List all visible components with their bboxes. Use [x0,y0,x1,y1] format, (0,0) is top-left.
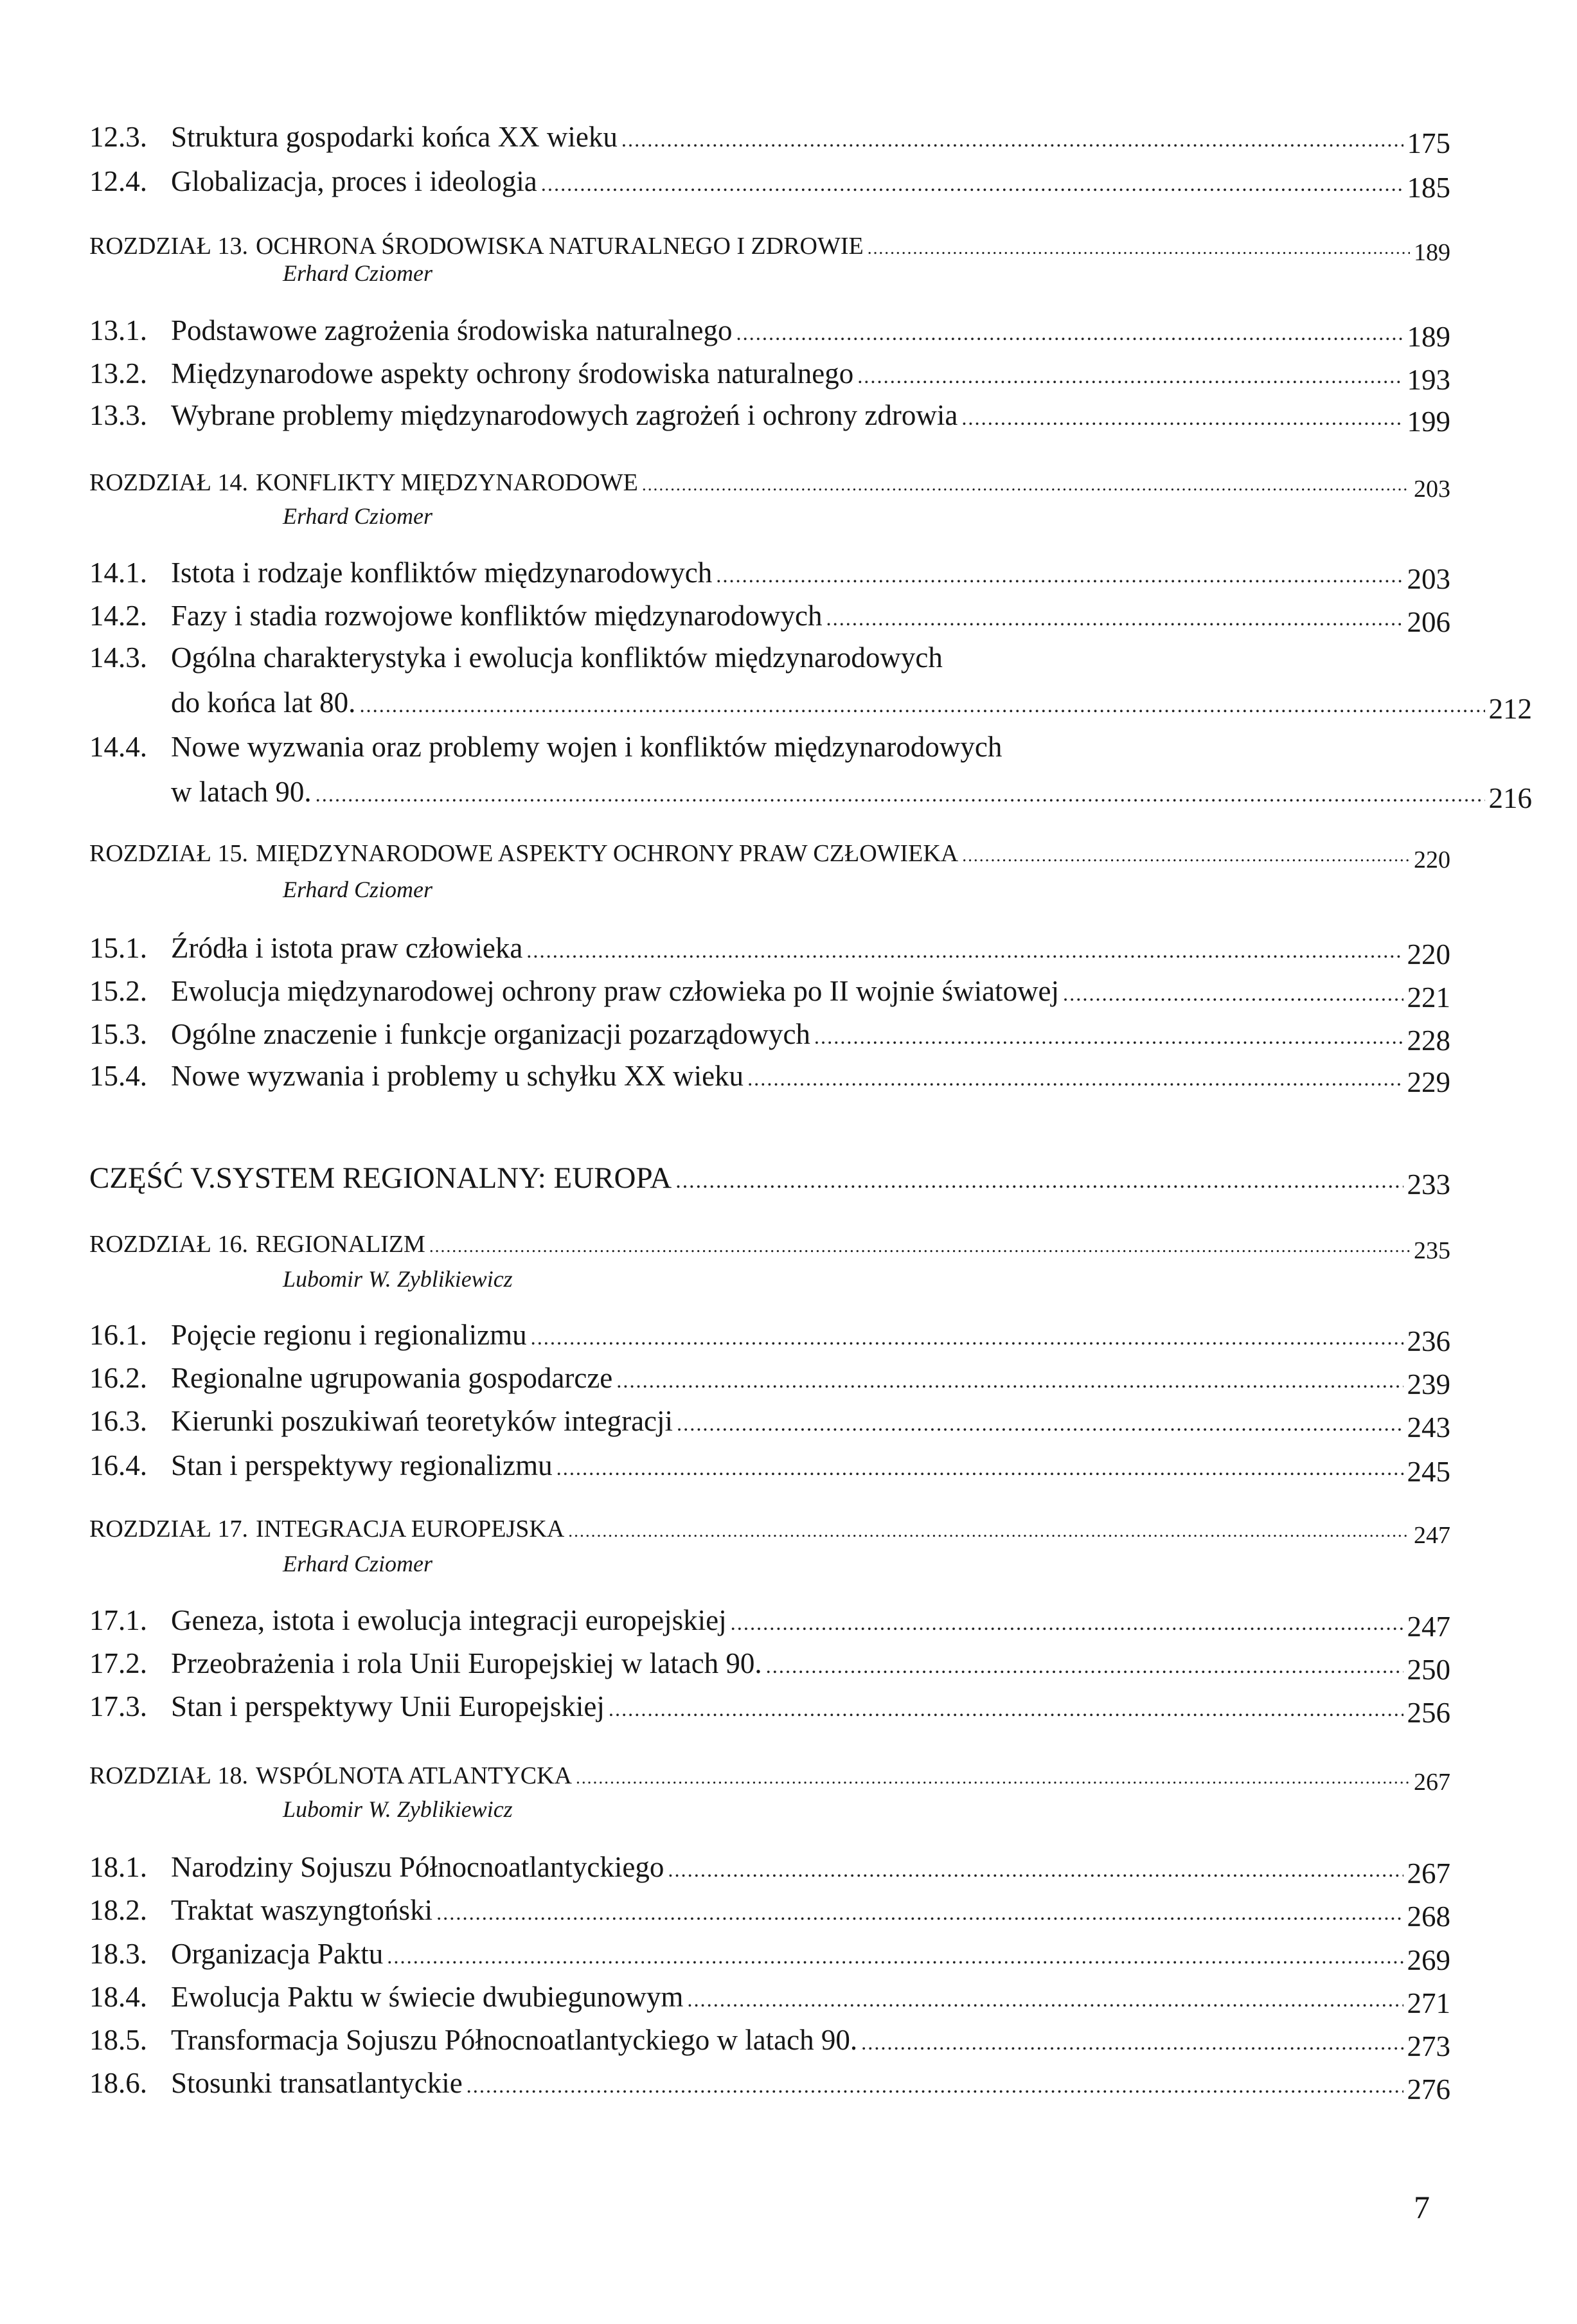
section-number: 17.1. [89,1604,147,1637]
toc-entry[interactable] [89,1604,1450,1643]
dot-leader [531,1328,1403,1348]
page-number: 7 [1414,2189,1430,2225]
author-name: Lubomir W. Zyblikiewicz [283,1266,513,1292]
chapter-label: ROZDZIAŁ 13. [89,232,248,260]
toc-entry[interactable] [89,1017,1450,1057]
page-ref: 271 [1407,1987,1450,2019]
section-number: 18.2. [89,1894,147,1927]
chapter-heading[interactable] [89,1231,1450,1265]
chapter-title: WSPÓLNOTA ATLANTYCKA [255,1762,572,1789]
page-ref: 273 [1407,2030,1450,2062]
author-name: Erhard Cziomer [283,1550,433,1577]
page-ref: 236 [1407,1325,1450,1357]
toc-entry[interactable] [89,1980,1450,2019]
dot-leader [621,130,1403,150]
dot-leader [766,1656,1403,1677]
dot-leader [668,1860,1403,1881]
section-title: Podstawowe zagrożenia środowiska naturalnego [171,314,733,346]
section-number: 15.1. [89,931,147,964]
page-ref: 239 [1407,1368,1450,1400]
dot-leader [568,1523,1410,1540]
chapter-author [283,1267,1577,1291]
section-number: 12.3. [89,121,147,153]
page-ref: 233 [1407,1168,1450,1201]
section-number: 14.4. [89,731,147,764]
chapter-author [283,262,1577,285]
page-ref: 247 [1407,1611,1450,1643]
section-title: Stan i perspektywy regionalizmu [171,1449,553,1482]
dot-leader [609,1699,1403,1720]
page-ref: 175 [1407,127,1450,159]
page-ref: 203 [1414,476,1450,503]
section-title: Międzynarodowe aspekty ochrony środowiska naturalnego [171,357,854,390]
toc-entry[interactable] [89,1690,1450,1730]
section-number: 14.3. [89,641,147,674]
section-number: 14.2. [89,600,147,632]
section-number: 13.2. [89,357,147,390]
toc-entry[interactable] [89,314,1450,353]
chapter-label: ROZDZIAŁ 14. [89,469,248,497]
section-number: 13.1. [89,314,147,346]
chapter-author [283,505,1577,528]
chapter-label: ROZDZIAŁ 15. [89,839,248,867]
section-title: Stosunki transatlantyckie [171,2067,463,2100]
page-ref: 269 [1407,1944,1450,1976]
page-ref: 206 [1407,606,1450,639]
toc-entry[interactable] [89,643,1450,672]
section-title: Stan i perspektywy Unii Europejskiej [171,1690,605,1723]
section-title-continued: do końca lat 80. [171,686,356,719]
chapter-label: CZĘŚĆ V. [89,1161,216,1195]
dot-leader [576,1769,1410,1787]
dot-leader [387,1947,1403,1967]
page-ref: 229 [1407,1066,1450,1098]
page-ref: 245 [1407,1456,1450,1488]
dot-leader [467,2076,1403,2096]
chapter-title: REGIONALIZM [255,1231,425,1258]
page-ref: 189 [1407,320,1450,353]
chapter-label: ROZDZIAŁ 16. [89,1231,248,1258]
section-number: 13.3. [89,398,147,431]
page-ref: 220 [1414,846,1450,873]
chapter-author [283,1552,1577,1575]
toc-entry[interactable] [89,2023,1450,2062]
toc-entry[interactable] [89,398,1450,438]
author-name: Lubomir W. Zyblikiewicz [283,1796,513,1822]
page-ref: 267 [1407,1857,1450,1890]
section-title: Ogólne znaczenie i funkcje organizacji pozarządowych [171,1017,810,1050]
page-ref: 212 [1488,692,1532,725]
page-ref: 228 [1407,1024,1450,1057]
chapter-title: MIĘDZYNARODOWE ASPEKTY OCHRONY PRAW CZŁOWIEKA [255,839,959,867]
toc-entry[interactable] [89,357,1450,397]
toc-entry[interactable] [89,121,1450,159]
toc-entry[interactable] [89,974,1450,1014]
section-title: Regionalne ugrupowania gospodarcze [171,1361,613,1394]
dot-leader [687,1990,1403,2010]
section-number: 15.2. [89,974,147,1007]
chapter-author [283,1798,1577,1821]
section-title: Nowe wyzwania oraz problemy wojen i konfliktów międzynarodowych [171,731,1002,764]
chapter-author [283,878,1577,901]
toc-entry[interactable] [89,931,1450,970]
dot-leader [747,1069,1403,1089]
section-number: 16.4. [89,1449,147,1482]
dot-leader [861,2033,1403,2053]
dot-leader [675,1170,1403,1192]
section-number: 16.1. [89,1318,147,1351]
chapter-title: SYSTEM REGIONALNY: EUROPA [215,1161,672,1195]
toc-entry[interactable] [89,1937,1450,1976]
section-title: Ogólna charakterystyka i ewolucja konfliktów międzynarodowych [171,641,943,674]
page-ref: 185 [1407,172,1450,204]
section-title: Transformacja Sojuszu Północnoatlantyckiego w latach 90. [171,2023,858,2056]
dot-leader [642,476,1410,494]
toc-entry[interactable] [89,1059,1450,1098]
page-ref: 216 [1488,782,1532,814]
author-name: Erhard Cziomer [283,876,433,902]
section-title: Fazy i stadia rozwojowe konfliktów międzynarodowych [171,600,823,632]
chapter-title: OCHRONA ŚRODOWISKA NATURALNEGO I ZDROWIE [255,232,864,260]
toc-entry[interactable] [89,165,1450,204]
toc-entry[interactable] [89,1318,1450,1357]
toc-entry[interactable] [89,1894,1450,1933]
section-number: 16.2. [89,1361,147,1394]
chapter-heading[interactable] [89,1515,1450,1549]
section-title: Narodziny Sojuszu Północnoatlantyckiego [171,1851,664,1884]
dot-leader [526,941,1403,961]
dot-leader [857,366,1403,387]
page-ref: 235 [1414,1237,1450,1265]
section-title: Struktura gospodarki końca XX wieku [171,121,618,153]
page-ref: 193 [1407,364,1450,397]
dot-leader [826,609,1403,629]
toc-entry[interactable] [89,1361,1450,1400]
page-ref: 256 [1407,1697,1450,1730]
toc-entry-continuation[interactable] [89,775,1532,814]
section-number: 15.3. [89,1017,147,1050]
dot-leader [316,785,1485,805]
section-number: 18.3. [89,1937,147,1970]
chapter-title: INTEGRACJA EUROPEJSKA [255,1515,565,1542]
section-title: Wybrane problemy międzynarodowych zagrożeń i ochrony zdrowia [171,398,958,431]
chapter-heading[interactable] [89,839,1450,873]
toc-entry[interactable] [89,600,1450,639]
page-ref: 221 [1407,981,1450,1014]
dot-leader [1063,984,1403,1005]
dot-leader [961,408,1403,429]
dot-leader [429,1238,1410,1255]
section-title: Źródła i istota praw człowieka [171,931,523,964]
section-title: Pojęcie regionu i regionalizmu [171,1318,527,1351]
section-number: 18.5. [89,2023,147,2056]
section-title: Przeobrażenia i rola Unii Europejskiej w latach 90. [171,1647,762,1680]
section-title: Istota i rodzaje konfliktów międzynarodowych [171,557,713,589]
dot-leader [359,695,1484,716]
chapter-title: KONFLIKTY MIĘDZYNARODOWE [255,469,638,497]
toc-entry-continuation[interactable] [89,686,1532,725]
section-title: Traktat waszyngtoński [171,1894,433,1927]
dot-leader [616,1371,1403,1391]
section-number: 16.3. [89,1404,147,1437]
part-heading[interactable] [89,1161,1450,1201]
dot-leader [962,847,1410,864]
toc-entry[interactable] [89,1449,1450,1488]
section-title: Nowe wyzwania i problemy u schyłku XX wieku [171,1059,744,1092]
section-title: Organizacja Paktu [171,1937,384,1970]
section-title-continued: w latach 90. [171,775,312,808]
section-number: 18.4. [89,1980,147,2013]
page-ref: 250 [1407,1654,1450,1686]
section-title: Geneza, istota i ewolucja integracji europejskiej [171,1604,727,1637]
toc-entry[interactable] [89,1647,1450,1686]
page-ref: 199 [1407,405,1450,438]
chapter-heading[interactable] [89,1762,1450,1796]
page-ref: 189 [1414,238,1450,266]
section-title: Globalizacja, proces i ideologia [171,165,537,198]
page-ref: 203 [1407,563,1450,596]
chapter-heading[interactable] [89,469,1450,503]
page-ref: 243 [1407,1411,1450,1444]
toc-entry[interactable] [89,2067,1450,2106]
dot-leader [677,1414,1403,1435]
page-ref: 267 [1414,1768,1450,1796]
section-title: Ewolucja międzynarodowej ochrony praw człowieka po II wojnie światowej [171,974,1060,1007]
dot-leader [557,1458,1403,1479]
toc-entry[interactable] [89,1851,1450,1890]
toc-entry[interactable] [89,1404,1450,1444]
dot-leader [436,1903,1403,1924]
chapter-label: ROZDZIAŁ 17. [89,1515,248,1542]
chapter-label: ROZDZIAŁ 18. [89,1762,248,1789]
section-number: 14.1. [89,557,147,589]
section-number: 15.4. [89,1059,147,1092]
section-number: 12.4. [89,165,147,198]
section-number: 18.6. [89,2067,147,2100]
toc-entry[interactable] [89,557,1450,596]
dot-leader [731,1613,1403,1634]
dot-leader [541,174,1403,195]
toc-entry[interactable] [89,733,1450,762]
section-number: 17.2. [89,1647,147,1680]
page-ref: 276 [1407,2073,1450,2106]
page-ref: 268 [1407,1900,1450,1933]
dot-leader [868,240,1410,257]
section-title: Kierunki poszukiwań teoretyków integracji [171,1404,673,1437]
chapter-heading[interactable] [89,232,1450,266]
page-ref: 247 [1414,1521,1450,1549]
dot-leader [716,566,1403,586]
author-name: Erhard Cziomer [283,503,433,529]
author-name: Erhard Cziomer [283,260,433,287]
dot-leader [814,1027,1403,1048]
dot-leader [736,323,1403,344]
page-ref: 220 [1407,938,1450,970]
section-number: 17.3. [89,1690,147,1723]
section-number: 18.1. [89,1851,147,1884]
section-title: Ewolucja Paktu w świecie dwubiegunowym [171,1980,684,2013]
